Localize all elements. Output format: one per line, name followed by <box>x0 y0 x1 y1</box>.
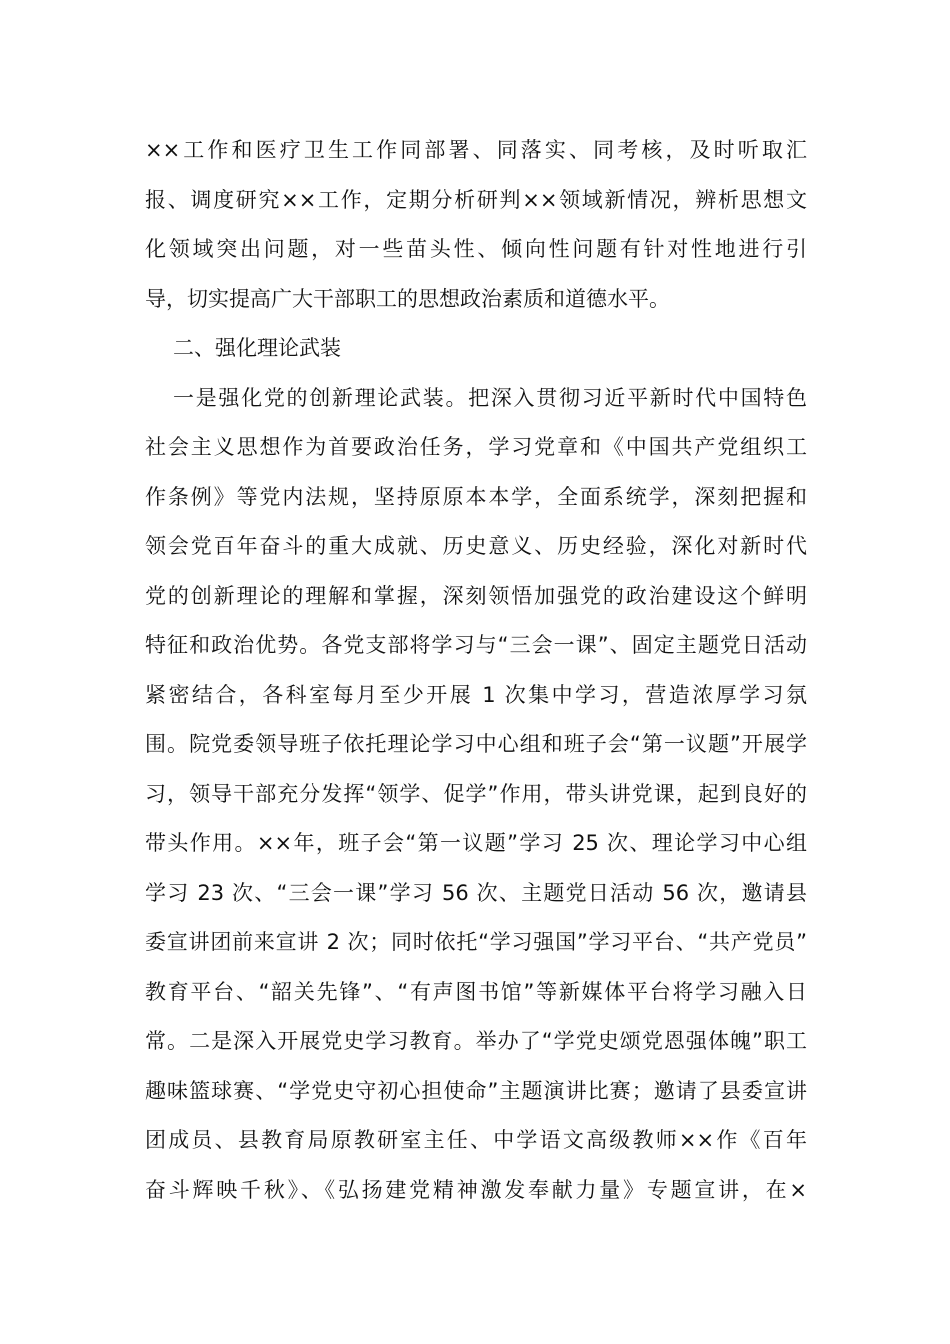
text-line: 围。院党委领导班子依托理论学习中心组和班子会“第一议题”开展学 <box>145 732 807 756</box>
text-line: 团成员、县教育局原教研室主任、中学语文高级教师××作《百年 <box>145 1128 807 1152</box>
text-line: 学习 23 次、“三会一课”学习 56 次、主题党日活动 56 次，邀请县 <box>145 880 807 905</box>
text-line: 报、调度研究××工作，定期分析研判××领域新情况，辨析思想文 <box>145 187 807 212</box>
text-line: 奋斗辉映千秋》、《弘扬建党精神激发奉献力量》专题宣讲，在× <box>145 1177 807 1202</box>
text-line: 委宣讲团前来宣讲 2 次；同时依托“学习强国”学习平台、“共产党员” <box>145 930 807 954</box>
text-line: 党的创新理论的理解和掌握，深刻领悟加强党的政治建设这个鲜明 <box>145 583 807 608</box>
text-line: 一是强化党的创新理论武装。把深入贯彻习近平新时代中国特色 <box>173 385 807 410</box>
text-line: 紧密结合，各科室每月至少开展 1 次集中学习，营造浓厚学习氛 <box>145 682 807 707</box>
text-line: 特征和政治优势。各党支部将学习与“三会一课”、固定主题党日活动 <box>145 633 807 657</box>
text-line: 常。二是深入开展党史学习教育。举办了“学党史颂党恩强体魄”职工 <box>145 1029 807 1053</box>
text-line: 趣味篮球赛、“学党史守初心担使命”主题演讲比赛；邀请了县委宣讲 <box>145 1078 807 1103</box>
text-line: 带头作用。××年，班子会“第一议题”学习 25 次、理论学习中心组 <box>145 831 807 855</box>
text-line: 导，切实提高广大干部职工的思想政治素质和道德水平。 <box>145 286 670 311</box>
text-line: 习，领导干部充分发挥“领学、促学”作用，带头讲党课，起到良好的 <box>145 781 807 806</box>
body-text <box>145 126 807 1215</box>
text-line: 作条例》等党内法规，坚持原原本本学，全面系统学，深刻把握和 <box>145 484 807 509</box>
section-heading: 二、强化理论武装 <box>173 336 341 360</box>
text-line: 领会党百年奋斗的重大成就、历史意义、历史经验，深化对新时代 <box>145 534 807 558</box>
text-line: ××工作和医疗卫生工作同部署、同落实、同考核，及时听取汇 <box>145 138 807 162</box>
text-line: 教育平台、“韶关先锋”、“有声图书馆”等新媒体平台将学习融入日 <box>145 979 807 1004</box>
text-line: 化领域突出问题，对一些苗头性、倾向性问题有针对性地进行引 <box>145 237 807 261</box>
text-line: 社会主义思想作为首要政治任务，学习党章和《中国共产党组织工 <box>145 435 807 459</box>
